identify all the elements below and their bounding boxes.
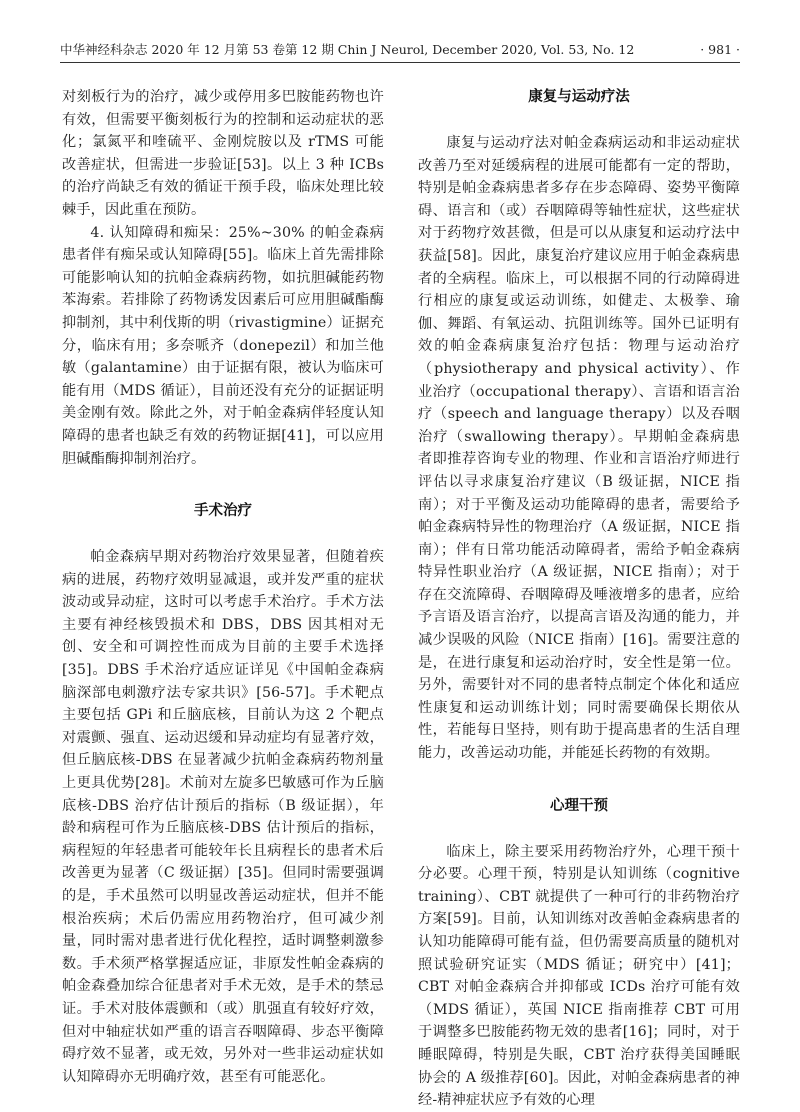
paragraph-cognitive-impairment: 4. 认知障碍和痴呆：25%~30% 的帕金森病患者伴有痴呆或认知障碍[55]。临床上首先需排除可能影响认知的抗帕金森病药物，如抗胆碱能药物苯海索。若排除了药物诱发因素后可应用胆碱酯酶抑制剂，其中利伐斯的明（rivastigmine）证据充分，临床有用；多奈哌齐（donepezil）和加兰他敏（galantamine）由于证据有限，被认为临床可能有用（MDS 循证），目前还没有充分的证据证明美金刚有效。除此之外，对于帕金森病伴轻度认知障碍的患者也缺乏有效的药物证据[41]，可以应用胆碱酯酶抑制剂治疗。 xyxy=(62,224,384,467)
section-title-surgery: 手术治疗 xyxy=(194,503,252,520)
right-column xyxy=(418,86,740,1112)
paragraph-surgery: 帕金森病早期对药物治疗效果显著，但随着疾病的进展，药物疗效明显减退，或并发严重的症状波动或异动症，这时可以考虑手术治疗。手术方法主要有神经核毁损术和 DBS，DBS 因其相对无创、安全和可调控性而成为目前的主要手术选择[35]。DBS 手术治疗适应证详见《中国帕金森病脑深部电刺激疗法专家共识》[56-57]。手术靶点主要包括 GPi 和丘脑底核，目前认为这 2 个靶点对震颤、强直、运动迟缓和异动症均有显著疗效，但丘脑底核-DBS 在显著减少抗帕金森病药物剂量上更具优势[28]。术前对左旋多巴敏感可作为丘脑底核-DBS 治疗估计预后的指标（B 级证据），年龄和病程可作为丘脑底核-DBS 估计预后的指标，病程短的年轻患者可能较年长且病程长的患者术后改善更为显著（C 级证据）[35]。但同时需要强调的是，手术虽然可以明显改善运动症状，但并不能根治疾病；术后仍需应用药物治疗，但可减少剂量，同时需对患者进行优化程控，适时调整刺激参数。手术须严格掌握适应证，非原发性帕金森病的帕金森叠加综合征患者对手术无效，是手术的禁忌证。手术对肢体震颤和（或）肌强直有较好疗效，但对中轴症状如严重的语言吞咽障碍、步态平衡障碍疗效不显著，或无效，另外对一些非运动症状如认知障碍亦无明确疗效，甚至有可能恶化。 xyxy=(62,549,384,1085)
paragraph-icbs-treatment: 对刻板行为的治疗，减少或停用多巴胺能药物也许有效，但需要平衡刻板行为的控制和运动症状的恶化；氯氮平和喹硫平、金刚烷胺以及 rTMS 可能改善症状，但需进一步验证[53]。以上 3 种 ICBs 的治疗尚缺乏有效的循证干预手段，临床处理比较棘手，因此重在预防。 xyxy=(62,89,384,218)
section-title-psychological: 心理干预 xyxy=(550,797,608,814)
page-number: · 981 · xyxy=(700,42,740,57)
paragraph-rehabilitation: 康复与运动疗法对帕金森病运动和非运动症状改善乃至对延缓病程的进展可能都有一定的帮助，特别是帕金森病患者多存在步态障碍、姿势平衡障碍、语言和（或）吞咽障碍等轴性症状，这些症状对于药物疗效甚微，但是可以从康复和运动疗法中获益[58]。因此，康复治疗建议应用于帕金森病患者的全病程。临床上，可以根据不同的行动障碍进行相应的康复或运动训练，如健走、太极拳、瑜伽、舞蹈、有氧运动、抗阻训练等。国外已证明有效的帕金森病康复治疗包括：物理与运动治疗（physiotherapy and physical activity）、作业治疗（occupational therapy）、言语和语言治疗（speech and language therapy）以及吞咽治疗（swallowing therapy）。早期帕金森病患者即推荐咨询专业的物理、作业和言语治疗师进行评估以寻求康复治疗建议（B 级证据，NICE 指南）；对于平衡及运动功能障碍的患者，需要给予帕金森病特异性的物理治疗（A 级证据，NICE 指南）；伴有日常功能活动障碍者，需给予帕金森病特异性职业治疗（A 级证据，NICE 指南）；对于存在交流障碍、吞咽障碍及唾液增多的患者，应给予言语及语言治疗，以提高言语及沟通的能力，并减少误吸的风险（NICE 指南）[16]。需要注意的是，在进行康复和运动治疗时，安全性是第一位。另外，需要针对不同的患者特点制定个体化和适应性康复和运动训练计划；同时需要确保长期依从性，若能每日坚持，则有助于提高患者的生活自理能力，改善运动功能，并能延长药物的有效期。 xyxy=(418,135,740,762)
left-column xyxy=(62,86,384,1088)
journal-citation: 中华神经科杂志 2020 年 12 月第 53 卷第 12 期 Chin J Neurol, December 2020, Vol. 53, No. 12 xyxy=(60,42,635,57)
section-title-rehabilitation: 康复与运动疗法 xyxy=(528,89,630,105)
paragraph-psychological: 临床上，除主要采用药物治疗外，心理干预十分必要。心理干预，特别是认知训练（cognitive training）、CBT 就提供了一种可行的非药物治疗方案[59]。目前，认知训练对改善帕金森病患者的认知功能障碍可能有益，但仍需要高质量的随机对照试验研究证实（MDS 循证；研究中）[41]；CBT 对帕金森病合并抑郁或 ICDs 治疗可能有效（MDS 循证），英国 NICE 指南推荐 CBT 可用于调整多巴胺能药物无效的患者[16]；同时，对于睡眠障碍，特别是失眠，CBT 治疗获得美国睡眠协会的 A 级推荐[60]。因此，对帕金森病患者的神经-精神症状应予有效的心理 xyxy=(418,843,740,1109)
running-header xyxy=(60,38,740,63)
